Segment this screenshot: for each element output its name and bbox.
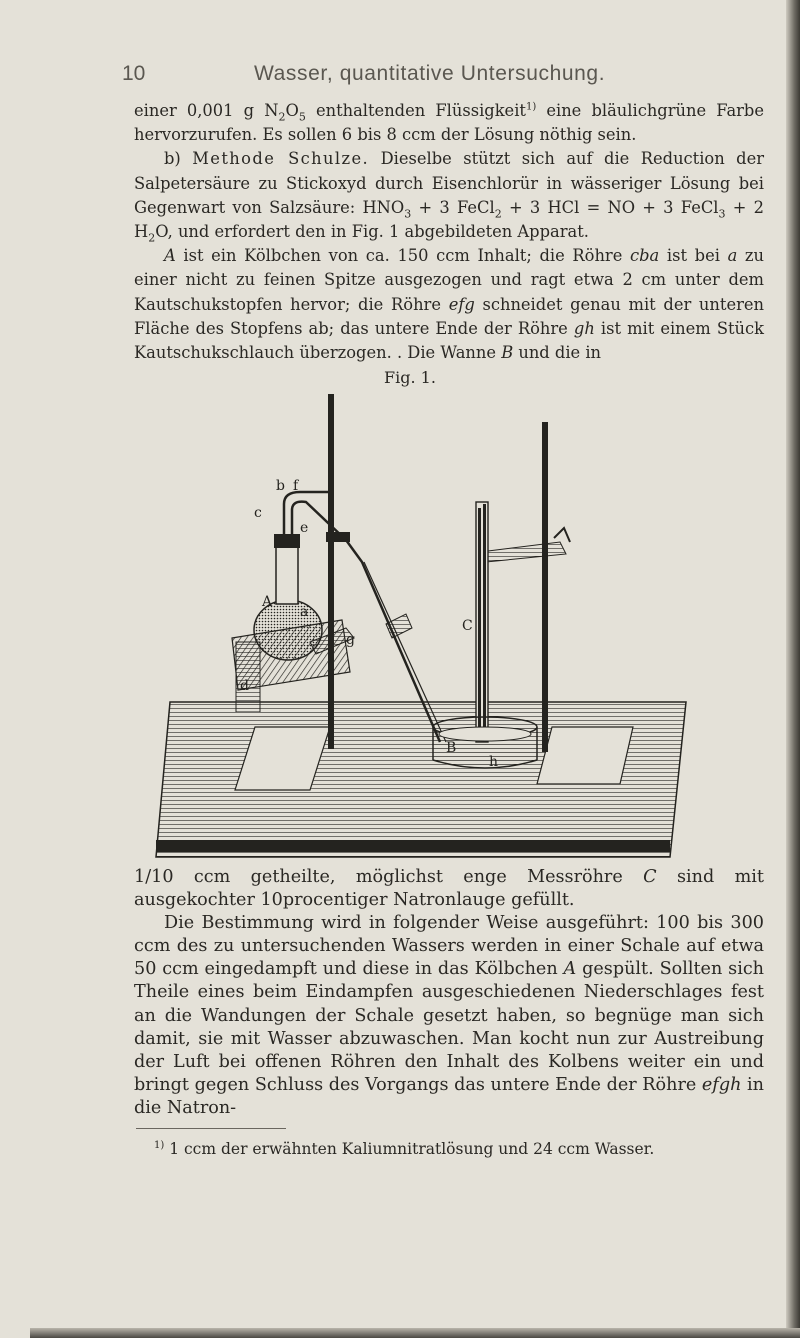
- paragraph-2: [134, 147, 764, 244]
- text-run: ist bei: [659, 246, 728, 266]
- paragraph-3: [134, 244, 764, 365]
- label-f: f: [293, 478, 299, 494]
- text-run: O: [285, 101, 299, 120]
- text-run: + 3 HCl = NO + 3 FeCl: [501, 197, 719, 217]
- text-run: ist mit einem Stück Kautschukschlauch überzogen. . Die Wanne: [134, 318, 764, 363]
- method-name: Methode Schulze.: [192, 149, 370, 169]
- text-run: zu einer nicht zu feinen Spitze ausgezogen und ragt etwa 2 cm unter dem Kautschukstopfen hervor; die Röhre: [134, 246, 764, 314]
- page-header: [0, 62, 800, 92]
- symbol-efgh: efgh: [701, 1074, 742, 1095]
- apparatus-figure: [150, 392, 710, 862]
- label-e: e: [300, 520, 309, 536]
- text-run: O, und erfordert den in Fig. 1 abgebildeten Apparat.: [155, 222, 589, 242]
- stand-foot-right: [537, 727, 633, 784]
- text-run: ccm getheilte, möglichst enge Messröhre: [173, 867, 644, 887]
- apparatus-illustration: [150, 392, 710, 862]
- figure-caption: Fig. 1.: [384, 368, 436, 387]
- text-run: ist ein Kölbchen von ca. 150 ccm Inhalt; die Röhre: [175, 246, 630, 266]
- subscript: 3: [718, 207, 726, 221]
- top-text-block: [134, 99, 764, 365]
- footnote-text: 1 ccm der erwähnten Kaliumnitratlösung und 24 ccm Wasser.: [164, 1140, 655, 1158]
- symbol-gh: gh: [573, 318, 595, 338]
- text-run: enthaltenden Flüssigkeit: [305, 101, 526, 120]
- footnote-mark: 1): [154, 1139, 165, 1151]
- text-run: einer 0,001 g N: [134, 101, 279, 120]
- text-run: schneidet genau mit der unteren Fläche des Stopfens ab; das untere Ende der Röhre: [134, 294, 764, 338]
- symbol-C: C: [643, 867, 657, 887]
- subscript: 2: [278, 110, 286, 124]
- text-run: eine bläulichgrüne Farbe hervorzurufen. Es sollen 6 bis 8 ccm der Lösung nöthig sein.: [134, 101, 764, 145]
- list-label: b): [164, 149, 193, 169]
- page-number: 10: [122, 62, 146, 85]
- page-edge-right: [786, 0, 800, 1338]
- measuring-tube-C: [476, 502, 488, 742]
- label-A: A: [262, 594, 273, 610]
- rubber-stopper: [274, 534, 300, 548]
- base-board: [156, 702, 686, 857]
- label-b: b: [276, 478, 285, 494]
- symbol-a: a: [727, 246, 738, 266]
- footnote: [154, 1140, 654, 1158]
- label-h: h: [489, 754, 499, 770]
- symbol-B: B: [501, 343, 514, 363]
- symbol-A: A: [563, 959, 577, 980]
- label-c: c: [254, 505, 262, 521]
- label-C: C: [462, 618, 473, 634]
- text-run: Die Bestimmung wird in folgender Weise ausgeführt: 100 bis 300 ccm des zu untersuchenden Wassers werden in einer Schale auf etwa 50 ccm eingedampft und diese in das Kölbchen: [134, 913, 764, 980]
- text-run: und die in: [513, 343, 602, 363]
- text-run: Dieselbe stützt sich auf die Reduction der Salpetersäure zu Stickoxyd durch Eisenchlorür in wässeriger Lösung bei Gegenwart von Salzsäure: HNO: [134, 149, 765, 217]
- paragraph-4: [134, 866, 764, 912]
- footnote-marker: 1): [525, 101, 537, 113]
- subscript: 2: [494, 207, 502, 221]
- paragraph-1: [134, 99, 764, 147]
- subscript: 2: [148, 231, 156, 245]
- label-g: g: [346, 632, 355, 648]
- symbol-A: A: [164, 246, 176, 266]
- burner: [236, 642, 260, 712]
- label-d: d: [240, 678, 249, 694]
- running-title: Wasser, quantitative Untersuchung.: [254, 62, 606, 85]
- symbol-cba: cba: [630, 246, 660, 266]
- footnote-rule: [136, 1128, 286, 1129]
- subscript: 5: [298, 110, 306, 124]
- text-run: sind mit ausgekochter 10procentiger Natronlauge gefüllt.: [134, 867, 764, 911]
- text-run: in die Natron-: [134, 1074, 764, 1118]
- fraction: 1/10: [134, 867, 174, 887]
- bottom-text-block: [134, 866, 764, 1120]
- text-run: + 3 FeCl: [411, 197, 495, 217]
- clamp-right: [480, 542, 566, 562]
- symbol-efg: efg: [448, 294, 475, 314]
- text-run: gespült. Sollten sich Theile eines beim Eindampfen ausgeschiedenen Niederschlages fest an die Wandungen der Schale gesetzt haben, so begnüge man sich damit, sie mit Wasser abzuwaschen. Man kocht nun zur Austreibung der Luft bei offenen Röhren den Inhalt des Kolbens weiter ein und bringt gegen Schluss des Vorgangs das untere Ende der Röhre: [134, 959, 765, 1095]
- page-edge-bottom: [30, 1328, 800, 1338]
- subscript: 3: [404, 207, 412, 221]
- label-B: B: [446, 740, 457, 756]
- text-run: + 2 H: [134, 197, 764, 242]
- paragraph-5: [134, 912, 764, 1120]
- label-a: a: [300, 604, 309, 620]
